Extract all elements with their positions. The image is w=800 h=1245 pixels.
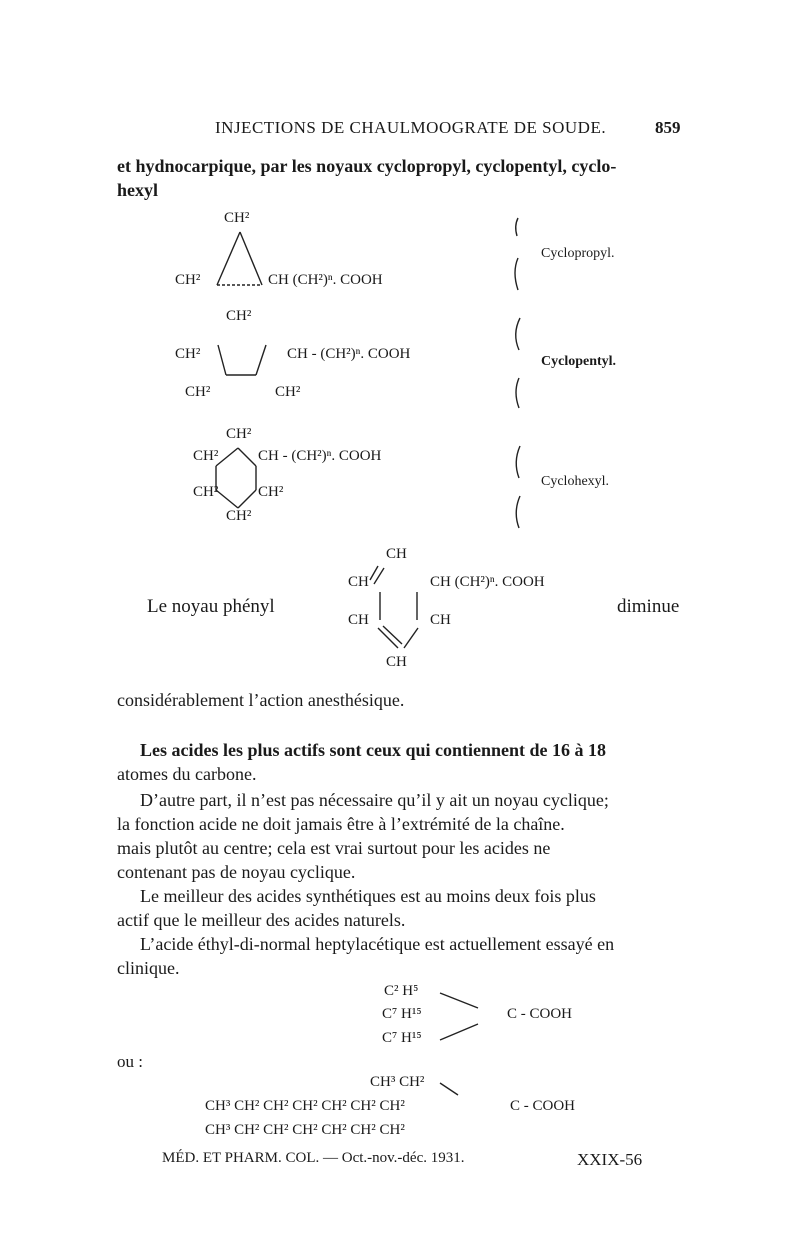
phenyl-upper-right: CH (CH²)ⁿ. COOH (430, 574, 545, 590)
p2-line-3: mais plutôt au centre; cela est vrai surtout pour les acides ne (117, 838, 551, 858)
bracket (516, 496, 520, 528)
cyclopentyl-bottom-left: CH² (185, 384, 211, 400)
expanded-r2: CH³ CH² CH² CH² CH² CH² CH² (205, 1098, 405, 1114)
phenyl-upper-left: CH (348, 574, 369, 590)
bond-line (216, 490, 238, 508)
cyclopropyl-right: CH (CH²)ⁿ. COOH (268, 272, 383, 288)
bond-line (217, 232, 240, 285)
cyclohexyl-name: Cyclohexyl. (541, 474, 610, 489)
cyclohexyl-bottom: CH² (226, 508, 252, 524)
p2-line-1: D’autre part, il n’est pas nécessaire qu’il y ait un noyau cyclique; (140, 790, 609, 810)
phenyl-lower-left: CH (348, 612, 369, 628)
cyclohexyl-right-lower: CH² (258, 484, 284, 500)
bond-line (256, 345, 266, 375)
phenyl-right-text: diminue (617, 596, 680, 617)
cyclohexyl-left-lower: CH² (193, 484, 219, 500)
bracket (516, 446, 520, 478)
cyclopropyl-top: CH² (224, 210, 250, 226)
bond-line (370, 566, 378, 580)
heptyl-r3: C⁷ H¹⁵ (382, 1030, 422, 1046)
cyclohexyl-left-upper: CH² (193, 448, 219, 464)
heptyl-r1: C² H⁵ (384, 983, 419, 999)
phenyl-bottom: CH (386, 654, 407, 670)
bond-line (216, 448, 238, 466)
cyclopentyl-left: CH² (175, 346, 201, 362)
journal-footer: MÉD. ET PHARM. COL. — Oct.-nov.-déc. 1931. (162, 1150, 465, 1166)
phenyl-top: CH (386, 546, 407, 562)
bond-line (238, 448, 256, 466)
p3-line-1: Le meilleur des acides synthétiques est au moins deux fois plus (140, 886, 596, 906)
bracket (516, 378, 519, 408)
bracket (516, 218, 518, 236)
bond-line (218, 345, 226, 375)
expanded-r1: CH³ CH² (370, 1074, 425, 1090)
p4-line-2: clinique. (117, 958, 180, 978)
p2-line-2: la fonction acide ne doit jamais être à l’extrémité de la chaîne. (117, 814, 565, 834)
signature-mark: XXIX-56 (577, 1150, 643, 1169)
running-title: INJECTIONS DE CHAULMOOGRATE DE SOUDE. (215, 118, 607, 137)
cyclopentyl-bottom-right: CH² (275, 384, 301, 400)
phenyl-left-text: Le noyau phényl (147, 596, 275, 617)
continuation-line: considérablement l’action anesthésique. (117, 690, 405, 710)
cyclopropyl-left: CH² (175, 272, 201, 288)
bracket (515, 258, 518, 290)
intro-line-2: hexyl (117, 180, 159, 200)
or-label: ou : (117, 1052, 143, 1071)
page-number: 859 (655, 118, 681, 137)
cyclopentyl-top: CH² (226, 308, 252, 324)
cyclohexyl-top: CH² (226, 426, 252, 442)
bond-line (240, 232, 262, 285)
p1-line-2: atomes du carbone. (117, 764, 257, 784)
expanded-r3: CH³ CH² CH² CH² CH² CH² CH² (205, 1122, 405, 1138)
p2-line-4: contenant pas de noyau cyclique. (117, 862, 356, 882)
bond-line (440, 993, 478, 1008)
p3-line-2: actif que le meilleur des acides naturels. (117, 910, 406, 930)
bond-line (440, 1024, 478, 1040)
p4-line-1: L’acide éthyl-di-normal heptylacétique est actuellement essayé en (140, 934, 615, 954)
intro-line-1: et hydnocarpique, par les noyaux cyclopropyl, cyclopentyl, cyclo- (117, 156, 617, 176)
phenyl-lower-right: CH (430, 612, 451, 628)
cyclopentyl-name: Cyclopentyl. (541, 354, 617, 369)
bond-line (440, 1083, 458, 1095)
cyclopentyl-right: CH - (CH²)ⁿ. COOH (287, 346, 411, 362)
cyclohexyl-right: CH - (CH²)ⁿ. COOH (258, 448, 382, 464)
expanded-center: C - COOH (510, 1098, 576, 1114)
bond-line (404, 628, 418, 648)
bond-line (238, 490, 256, 508)
heptyl-r2: C⁷ H¹⁵ (382, 1006, 422, 1022)
p1-line-1: Les acides les plus actifs sont ceux qui contiennent de 16 à 18 (140, 740, 607, 760)
bracket (516, 318, 520, 350)
cyclopropyl-name: Cyclopropyl. (541, 246, 615, 261)
heptyl-center: C - COOH (507, 1006, 573, 1022)
